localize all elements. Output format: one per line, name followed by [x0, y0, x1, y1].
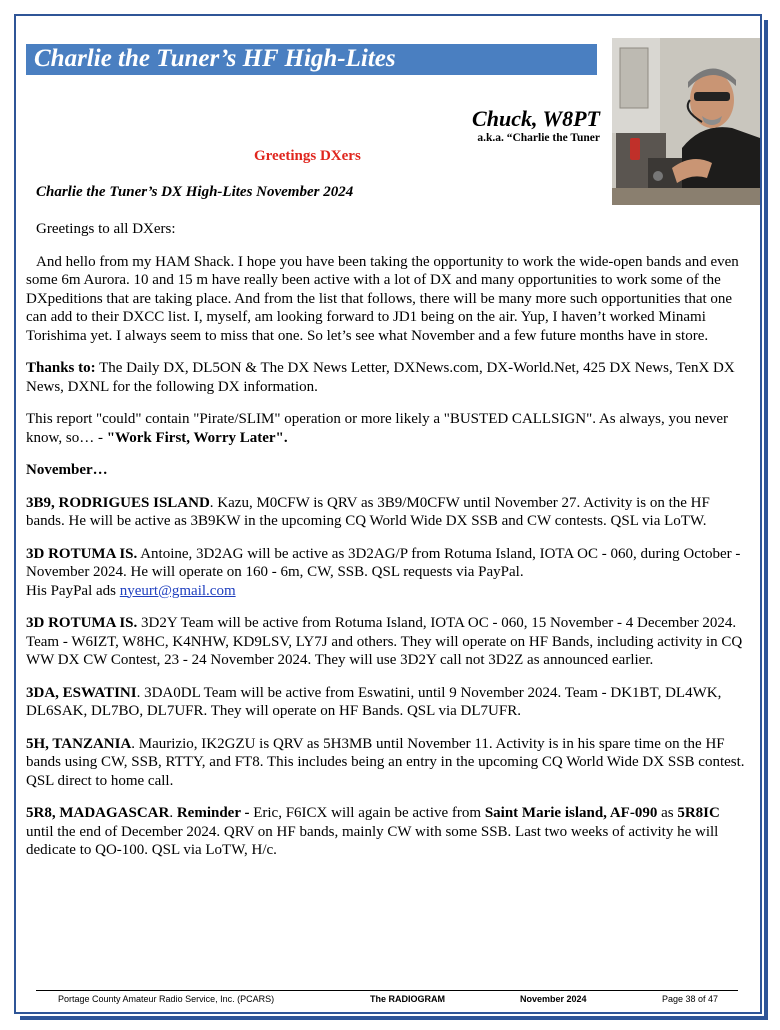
footer-publication: The RADIOGRAM [370, 994, 445, 1004]
thanks-text: The Daily DX, DL5ON & The DX News Letter, DXNews.com, DX-World.Net, 425 DX News, TenX DX News, DXNL for the following DX information. [26, 360, 735, 395]
pirate-disclaimer [26, 410, 746, 447]
disclaimer-text: This report "could" contain "Pirate/SLIM" operation or more likely a "BUSTED CALLSIGN". As always, you never know, so… - [26, 411, 729, 446]
paypal-text: His PayPal ads [26, 582, 120, 599]
entry-heading: 3B9, RODRIGUES ISLAND [26, 494, 210, 511]
entry-text: . Maurizio, IK2GZU is QRV as 5H3MB until November 11. Activity is in his spare time on the HF bands using CW, SSB, RTTY, and FT8. This includes being an entry in the upcoming CQ World Wide DX SSB contest. QSL direct to home call. [26, 735, 745, 789]
dx-entry [26, 684, 746, 721]
entry-text: . Kazu, M0CFW is QRV as 3B9/M0CFW until November 27. Activity is on the HF bands. He will be active as 3B9KW in the upcoming CQ World Wide DX SSB and CW contests. QSL via LoTW. [26, 494, 710, 529]
intro-paragraph: And hello from my HAM Shack. I hope you have been taking the opportunity to work the wide-open bands and even some 6m Aurora. 10 and 15 m have really been active with a lot of DX and many opportunities to work some of the DXpeditions that are taking place. And from the list that follows, there will be many more such opportunities that one can add to their DXCC list. I, myself, am looking forward to JD1 being on the air. Yup, I haven’t worked Minami Torishima yet. I always seem to miss that one. So let’s see what November and a few future months have in store. [26, 253, 739, 344]
entry-heading: 3D ROTUMA IS. [26, 615, 138, 631]
page-title: Charlie the Tuner’s HF High-Lites [34, 45, 396, 72]
dx-entry [26, 494, 746, 531]
entry-text: . 3DA0DL Team will be active from Eswatini, until 9 November 2024. Team - DK1BT, DL4WK, DL6SAK, DL7BO, DL7UFR. They will operate on HF Bands. QSL via DL7UFR. [26, 684, 722, 719]
author-name: Chuck, W8PT [472, 106, 600, 131]
entry-text: 3D2Y Team will be active from Rotuma Island, IOTA OC - 060, 15 November - 4 December 2024. Team - W6IZT, W8HC, K4NHW, KD9LSV, LY7J and others. They will operate on HF Bands, including activity in CQ WW DX CW Contest, 23 - 24 November 2024. They will use 3D2Y call not 3D2Z as announced earlier. [26, 615, 743, 668]
entry-heading: 5H, TANZANIA [26, 735, 132, 752]
location: Saint Marie island, AF-090 [484, 805, 658, 821]
month-heading: November… [26, 462, 108, 478]
footer-org: Portage County Amateur Radio Service, Inc. (PCARS) [58, 994, 275, 1004]
entry-heading: 3DA, ESWATINI [26, 684, 137, 701]
reminder-label: Reminder - [176, 805, 250, 821]
thanks-label: Thanks to: [26, 360, 96, 376]
article-body [26, 220, 746, 874]
entry-heading: 3D ROTUMA IS. [26, 545, 138, 562]
dx-entry [26, 614, 746, 670]
entry-text: Antoine, 3D2AG will be active as 3D2AG/P from Rotuma Island, IOTA OC - 060, during October - November 2024. He will operate on 160 - 6m, CW, SSB. QSL requests via PayPal. [26, 545, 741, 580]
intro-salutation: Greetings to all DXers: [36, 221, 176, 237]
title-banner [26, 44, 597, 75]
footer-divider [36, 990, 738, 991]
paypal-email-link[interactable]: nyeurt@gmail.com [119, 582, 236, 599]
author-alias: a.k.a. “Charlie the Tuner [477, 132, 600, 144]
motto: "Work First, Worry Later". [106, 429, 288, 446]
entry-heading: 5R8, MADAGASCAR [26, 805, 170, 821]
greeting-heading: Greetings DXers [254, 148, 361, 164]
footer-date: November 2024 [520, 994, 587, 1004]
dx-entry [26, 545, 746, 601]
author-photo [612, 38, 760, 205]
thanks-paragraph [26, 359, 746, 396]
callsign: 5R8IC [677, 805, 720, 821]
footer-page-number: Page 38 of 47 [662, 994, 719, 1004]
dx-entry [26, 735, 746, 791]
dx-entry: 5R8, MADAGASCAR. Reminder - Eric, F6ICX will again be active from Saint Marie island, AF-090 as 5R8IC until the end of December 2024. QRV on HF bands, mainly CW with some SSB. Last two weeks of activity he will dedicate to QO-100. QSL via LoTW, H/c. [26, 805, 720, 858]
section-subtitle: Charlie the Tuner’s DX High-Lites November 2024 [36, 184, 354, 200]
